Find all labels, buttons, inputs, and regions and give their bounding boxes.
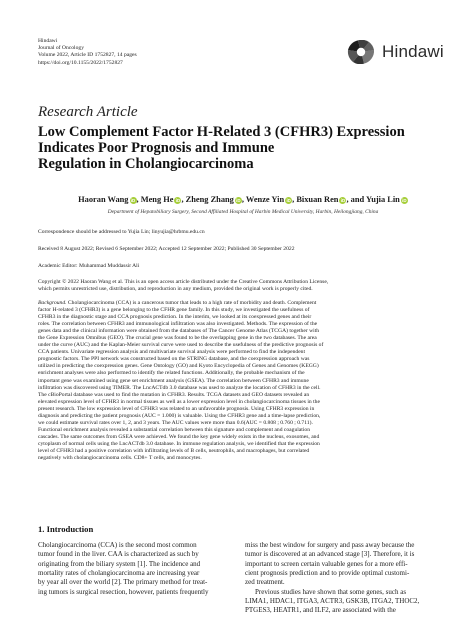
abstract-text: present research. The low expression level of CFHR3 was related to an unfavorable prognosis. Using CFHR3 expression in: [38, 405, 315, 412]
orcid-icon[interactable]: iD: [286, 198, 291, 203]
author-name: Zheng Zhang: [185, 195, 234, 204]
abstract-text: Cholangiocarcinoma (CCA) is a cancerous tumor that leads to a high rate of morbidity and death. Complement: [66, 300, 317, 306]
paragraph-line: Previous studies have shown that some genes, such as: [255, 587, 407, 596]
abstract-line: [38, 441, 438, 448]
abstract-line: [38, 370, 438, 377]
author-name: Yujia Lin: [365, 195, 400, 204]
abstract-line: [38, 399, 438, 406]
abstract-text: utilized in predicting the coexpression genes. Gene Ontology (GO) and Kyoto Encyclopedia of Genes and Genomes (KEGG): [38, 363, 319, 370]
author-separator: ,: [136, 195, 141, 204]
abstract-text: CFHR3 in the diagnostic stage and CCA prognosis prediction. In the interim, we looked at its coexpressed genes and their: [38, 314, 312, 321]
abstract-line: [38, 427, 438, 434]
article-type: Research Article: [38, 104, 138, 120]
orcid-icon[interactable]: iD: [402, 198, 407, 203]
paragraph-line: zed treatment.: [245, 578, 285, 587]
copyright-line: which permits unrestricted use, distribution, and reproduction in any medium, provided the original work is properly cited.: [38, 286, 313, 292]
abstract-line: [38, 392, 438, 399]
publisher-name: Hindawi: [38, 38, 58, 44]
abstract-line: [38, 385, 438, 392]
paragraph-line: originating from the biliary system [1]. The incidence and: [38, 559, 201, 568]
orcid-icon[interactable]: iD: [130, 198, 136, 203]
abstract-text: negatively with cholangiocarcinoma cells. CD8+ T cells, and monocytes.: [38, 455, 202, 462]
correspondence: Correspondence should be addressed to Yujia Lin; linyujia@hrbmu.edu.cn: [38, 229, 205, 235]
doi-link[interactable]: https://doi.org/10.1155/2022/1752827: [38, 59, 123, 66]
hindawi-logo: [346, 40, 444, 64]
abstract-line: [38, 448, 438, 455]
orcid-icon[interactable]: iD: [175, 198, 181, 203]
orcid-icon[interactable]: iD: [236, 198, 241, 203]
abstract-text: diagnosis and predicting the patient prognosis (AUC = 1.000) is valuable. Using the CFHR3 gene and a time-lapse prediction,: [38, 412, 321, 419]
copyright-line: Copyright © 2022 Haoran Wang et al. This is an open access article distributed under the Creative Commons Attribution License,: [38, 279, 329, 285]
orcid-icon[interactable]: iD: [340, 198, 346, 203]
paragraph-line: tumor is discovered at an advanced stage [3]. Therefore, it is: [245, 550, 415, 559]
abstract-text: factor H-related 3 (CFHR3) is a gene belonging to the CFHR gene family. In this study, we investigated the usefulness of: [38, 307, 310, 314]
abstract: [38, 300, 438, 462]
author-name: Bixuan Ren: [296, 195, 339, 204]
hindawi-logo-icon: [346, 40, 376, 64]
author-name: Haoran Wang: [78, 195, 129, 204]
abstract-text: CCA patients. Univariate regression analysis and multivariate survival analysis were performed to find the independent: [38, 349, 306, 356]
abstract-text: level of CFHR3 had a positive correlation with infiltrating levels of B cells, neutrophils, and macrophages, but correlated: [38, 447, 310, 454]
paragraph-line: LIMA1, HDAC1, ITGA3, ACTR3, GSK3B, ITGA2, THOC2,: [245, 597, 420, 606]
abstract-line: [38, 420, 438, 427]
paragraph-line: ing tumors is surgical resection, however, patients frequently: [38, 587, 209, 596]
title-line: Low Complement Factor H-Related 3 (CFHR3) Expression: [38, 124, 405, 140]
body-column-left: [38, 541, 234, 597]
abstract-line: [38, 307, 438, 314]
paragraph-line: by year all over the world [2]. The primary method for treat-: [38, 578, 208, 587]
abstract-text: important gene was examined using gene set enrichment analysis (GSEA). The correlation between CFHR3 and immune: [38, 377, 309, 384]
title-line: Indicates Poor Prognosis and Immune: [38, 140, 275, 157]
title-line: Regulation in Cholangiocarcinoma: [38, 156, 254, 173]
abstract-text: genes data and the clinical information were obtained from the databases of The Cancer Genome Atlas (TCGA) together with: [38, 328, 320, 335]
abstract-text: prognostic factors. The PPI network was constructed based on the STRING database, and the coexpression approach was: [38, 356, 310, 363]
abstract-text: under the curve (AUC) and the Kaplan-Meier survival curve were used to describe the usefulness of the predictive prognosis of: [38, 342, 324, 349]
paragraph-line: mortality rates of cholangiocarcinoma are increasing year: [38, 569, 200, 578]
author-separator: ,: [292, 195, 297, 204]
author-separator: ,: [241, 195, 246, 204]
section-heading: 1. Introduction: [38, 524, 94, 534]
abstract-line: [38, 455, 438, 462]
abstract-line: [38, 300, 438, 307]
author-name: Meng He: [140, 195, 174, 204]
journal-info: [38, 38, 137, 67]
body-column-right: [245, 541, 441, 616]
author-separator: , and: [346, 195, 366, 204]
publication-dates: Received 8 August 2022; Revised 6 September 2022; Accepted 12 September 2022; Published 30 September 2022: [38, 246, 295, 252]
abstract-line: [38, 413, 438, 420]
author-name: Wenze Yin: [245, 195, 285, 204]
abstract-text: elevated expression level of CFHR3 in normal tissues as well as a lower expression level in cholangiocarcinoma tissues in the: [38, 398, 320, 405]
abstract-line: [38, 406, 438, 413]
abstract-text: The cBioPortal database was used to find the mutation in CFHR3. Results. TCGA datasets and GEO datasets revealed an: [38, 391, 310, 398]
copyright-notice: [38, 279, 438, 293]
paragraph-line: tumor found in the liver. CAA is characterized as such by: [38, 550, 199, 559]
abstract-text: we could estimate survival rates over 1, 2, and 3 years. The AUC values were more than 0.6(AUC = 0.808 ; 0.760 ; 0.711).: [38, 419, 313, 426]
paragraph-line: miss the best window for surgery and pass away because the: [245, 541, 415, 549]
abstract-text: cytoplasm of normal cells using the LncACTdb 3.0 database. In immune regulation analysis, we identified that the expression: [38, 440, 320, 447]
author-list: [38, 195, 448, 204]
abstract-line: [38, 434, 438, 441]
paragraph-line: Cholangiocarcinoma (CCA) is the second most common: [38, 541, 197, 549]
abstract-text: cascades. The same outcomes from GSEA were achieved. We found the key gene widely exists in the nucleus, exosomes, and: [38, 433, 320, 440]
abstract-text: the Gene Expression Omnibus (GEO). The crucial gene was found to be the overlapping gene in the two databases. The area: [38, 335, 317, 342]
journal-name: Journal of Oncology: [38, 45, 84, 52]
paragraph-line: important to screen certain valuable genes for a more effi-: [245, 559, 408, 568]
abstract-section-label: Background.: [38, 300, 67, 306]
logo-text: Hindawi: [382, 42, 444, 61]
affiliation: Department of Hepatobiliary Surgery, Second Affiliated Hospital of Harbin Medical University, Harbin, Heilongjiang, China: [107, 209, 379, 215]
abstract-text: Functional enrichment analysis revealed a substantial correlation between this signature and complement and coagulation: [38, 426, 310, 433]
abstract-line: [38, 378, 438, 385]
paragraph-line: cient prognosis prediction and to provide optimal customi-: [245, 569, 410, 578]
article-title: [38, 124, 438, 173]
author-separator: ,: [181, 195, 186, 204]
paragraph-line: PTGES3, HEATR1, and ILF2, are associated with the: [245, 606, 396, 615]
abstract-text: enrichment analyses were also performed to identify the related functions. Additionally, the probable mechanism of the: [38, 370, 305, 377]
abstract-text: roles. The correlation between CFHR3 and immunological infiltration was also investigated. Methods. The expression of the: [38, 321, 318, 328]
academic-editor: Academic Editor: Muhammad Muddassir Ali: [38, 263, 140, 269]
volume-info: Volume 2022, Article ID 1752827, 14 pages: [38, 52, 137, 59]
abstract-text: infiltration was discovered using TIMER. The LncACTdb 3.0 database was used to analyze the location of CFHR3 in the cell.: [38, 384, 321, 391]
